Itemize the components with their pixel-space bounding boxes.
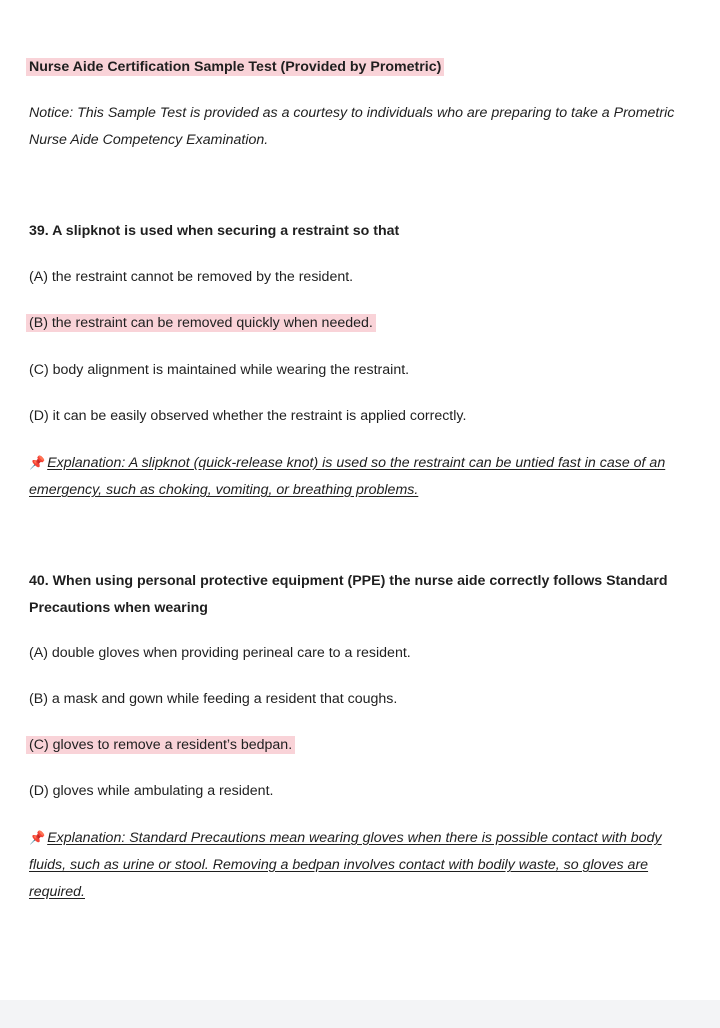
question-40-option-a: (A) double gloves when providing perineal care to a resident. bbox=[29, 645, 411, 661]
question-39-option-b bbox=[29, 310, 376, 337]
explanation-text: Explanation: Standard Precautions mean wearing gloves when there is possible contact with body fluids, such as urine or stool. Removing a bedpan involves contact with bodily waste, so gloves are required. bbox=[29, 830, 662, 900]
footer-bar bbox=[0, 1000, 720, 1028]
question-40-option-d: (D) gloves while ambulating a resident. bbox=[29, 783, 274, 799]
document-title bbox=[29, 54, 444, 81]
title-highlight: Nurse Aide Certification Sample Test (Provided by Prometric) bbox=[26, 58, 444, 76]
question-39-option-c: (C) body alignment is maintained while wearing the restraint. bbox=[29, 362, 410, 378]
question-40-option-c bbox=[29, 732, 295, 759]
question-39-explanation bbox=[29, 449, 693, 504]
question-40-explanation bbox=[29, 824, 693, 906]
question-40-option-b: (B) a mask and gown while feeding a resident that coughs. bbox=[29, 691, 398, 707]
pushpin-icon: 📌 bbox=[29, 830, 46, 845]
question-39-title: 39. A slipknot is used when securing a restraint so that bbox=[29, 223, 400, 239]
answer-highlight: (C) gloves to remove a resident’s bedpan. bbox=[26, 736, 295, 754]
answer-highlight: (B) the restraint can be removed quickly when needed. bbox=[26, 314, 376, 332]
question-39-option-d: (D) it can be easily observed whether the restraint is applied correctly. bbox=[29, 408, 467, 424]
explanation-text: Explanation: A slipknot (quick-release knot) is used so the restraint can be untied fast in case of an emergency, such as choking, vomiting, or breathing problems. bbox=[29, 455, 666, 498]
question-40-title: 40. When using personal protective equipment (PPE) the nurse aide correctly follows Standard Precautions when wearing bbox=[29, 573, 668, 616]
question-39-option-a: (A) the restraint cannot be removed by the resident. bbox=[29, 269, 354, 285]
notice-text: Notice: This Sample Test is provided as a courtesy to individuals who are preparing to take a Prometric Nurse Aide Competency Examination. bbox=[29, 105, 675, 148]
pushpin-icon: 📌 bbox=[29, 455, 46, 470]
